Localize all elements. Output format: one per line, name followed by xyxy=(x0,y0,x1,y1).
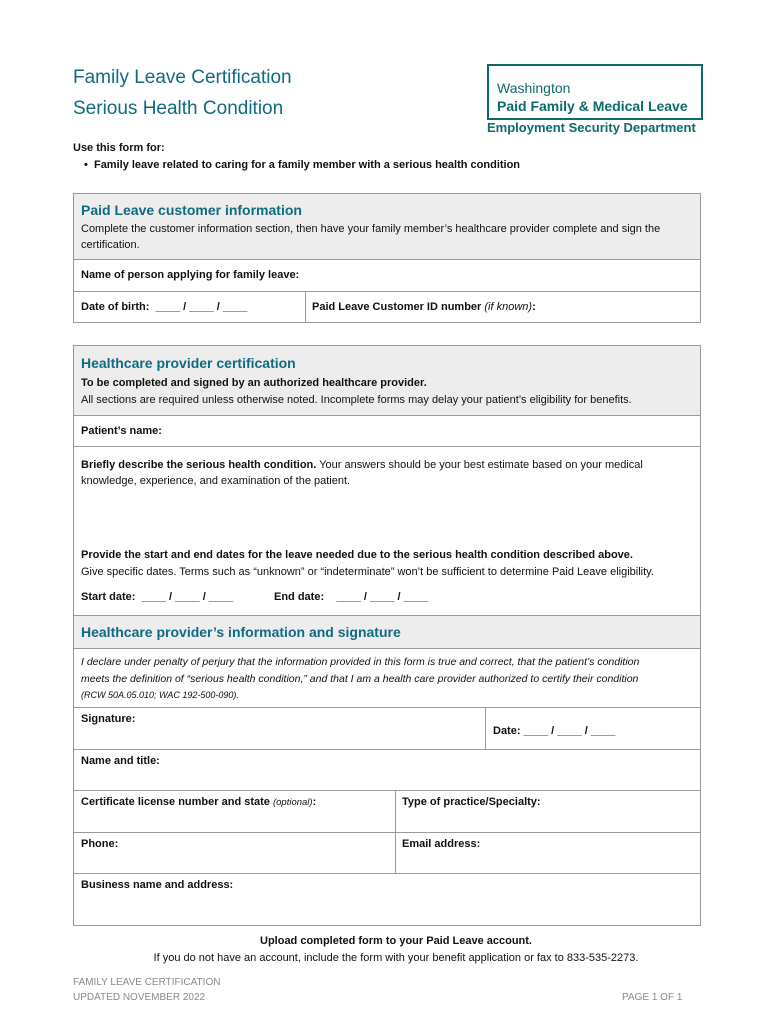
dob-id-row xyxy=(74,291,700,322)
sign-date-blank: ____ / ____ / ____ xyxy=(523,725,616,737)
bullet-text: Family leave related to caring for a family member with a serious health condition xyxy=(93,159,521,171)
end-date-blank: ____ / ____ / ____ xyxy=(336,591,429,603)
name-title-row[interactable] xyxy=(74,749,700,791)
customer-section-header xyxy=(74,194,700,259)
provider-note: All sections are required unless otherwise noted. Incomplete forms may delay your patient’s eligibility for benefits. xyxy=(81,394,632,406)
license-practice-row xyxy=(74,790,700,833)
signature-section-header xyxy=(74,616,700,648)
email-label[interactable]: Email address: xyxy=(402,838,481,850)
phone-label[interactable]: Phone: xyxy=(81,838,119,850)
form-subtitle: Serious Health Condition xyxy=(73,98,284,119)
phone-divider xyxy=(395,833,396,874)
provider-section-header xyxy=(74,346,700,415)
provider-subtitle: To be completed and signed by an authorized healthcare provider. xyxy=(81,377,427,389)
end-date-field[interactable] xyxy=(274,589,428,605)
condition-row[interactable] xyxy=(74,446,700,616)
customer-id-note: (if known) xyxy=(484,301,533,313)
phone-email-row xyxy=(74,832,700,874)
declaration-row xyxy=(74,648,700,708)
business-row[interactable] xyxy=(74,873,700,925)
dob-field[interactable] xyxy=(81,299,247,315)
dates-prompt: Provide the start and end dates for the leave needed due to the serious health condition described above. xyxy=(81,549,633,561)
customer-section-title: Paid Leave customer information xyxy=(81,202,302,218)
start-date-label: Start date: xyxy=(81,591,136,603)
condition-prompt-rest: Your answers should be your best estimate based on your medical xyxy=(316,459,643,471)
bullet-icon: • xyxy=(84,159,94,171)
license-divider xyxy=(395,791,396,833)
license-field[interactable] xyxy=(81,794,316,811)
logo-pfml: Paid Family & Medical Leave xyxy=(497,98,688,114)
declaration-1: I declare under penalty of perjury that the information provided in this form is true and correct, that the patient’s condition xyxy=(81,656,640,668)
footer-form-name: FAMILY LEAVE CERTIFICATION xyxy=(73,977,221,988)
customer-instructions-2: certification. xyxy=(81,239,140,251)
patient-name-label: Patient’s name: xyxy=(81,425,162,437)
patient-name-row[interactable] xyxy=(74,415,700,447)
upload-alternative: If you do not have an account, include the form with your benefit application or fax to 833-535-2273. xyxy=(153,952,639,964)
footer-updated: UPDATED NOVEMBER 2022 xyxy=(73,992,206,1003)
signature-label[interactable]: Signature: xyxy=(81,713,136,725)
dob-label: Date of birth: xyxy=(81,301,150,313)
practice-label[interactable]: Type of practice/Specialty: xyxy=(402,796,541,808)
condition-prompt-bold: Briefly describe the serious health condition. xyxy=(81,459,317,471)
name-title-label: Name and title: xyxy=(81,755,160,767)
signature-divider xyxy=(485,708,486,750)
condition-prompt-1 xyxy=(81,457,643,473)
business-label: Business name and address: xyxy=(81,879,234,891)
signature-section xyxy=(73,615,701,926)
start-date-blank: ____ / ____ / ____ xyxy=(141,591,234,603)
sign-date-label: Date: xyxy=(493,725,521,737)
form-title: Family Leave Certification xyxy=(73,67,292,88)
logo-washington: Washington xyxy=(497,80,571,96)
customer-instructions-1: Complete the customer information section, then have your family member’s healthcare provider complete and sign the xyxy=(81,223,661,235)
applicant-name-row[interactable] xyxy=(74,259,700,292)
dob-blank: ____ / ____ / ____ xyxy=(155,301,248,313)
license-label: Certificate license number and state xyxy=(81,796,270,808)
signature-date-row xyxy=(74,707,700,750)
license-colon: : xyxy=(312,796,317,808)
sign-date-field[interactable] xyxy=(493,723,615,739)
signature-section-title: Healthcare provider’s information and signature xyxy=(81,624,401,640)
declaration-2: meets the definition of “serious health condition,” and that I am a health care provider authorized to certify their condition xyxy=(81,673,639,685)
use-form-for: Use this form for: xyxy=(73,142,165,154)
applicant-name-label: Name of person applying for family leave: xyxy=(81,269,300,281)
start-date-field[interactable] xyxy=(81,589,233,605)
logo-esd: Employment Security Department xyxy=(487,120,696,135)
provider-section-title: Healthcare provider certification xyxy=(81,355,296,371)
provider-cert-section xyxy=(73,345,701,616)
customer-id-field[interactable] xyxy=(312,299,536,315)
pfml-logo xyxy=(487,64,703,120)
declaration-3: (RCW 50A.05.010; WAC 192-500-090). xyxy=(81,690,239,700)
dates-note: Give specific dates. Terms such as “unknown” or “indeterminate” won’t be sufficient to determine Paid Leave eligibility. xyxy=(81,566,654,578)
condition-prompt-2: knowledge, experience, and examination of the patient. xyxy=(81,475,351,487)
end-date-label: End date: xyxy=(274,591,325,603)
upload-instruction: Upload completed form to your Paid Leave account. xyxy=(260,935,532,947)
dob-divider xyxy=(305,292,306,322)
use-form-bullet xyxy=(84,157,520,173)
footer-page: PAGE 1 OF 1 xyxy=(622,992,683,1003)
customer-id-label: Paid Leave Customer ID number xyxy=(312,301,482,313)
customer-id-colon: : xyxy=(532,301,536,313)
customer-info-section xyxy=(73,193,701,323)
license-note: (optional) xyxy=(272,797,313,808)
